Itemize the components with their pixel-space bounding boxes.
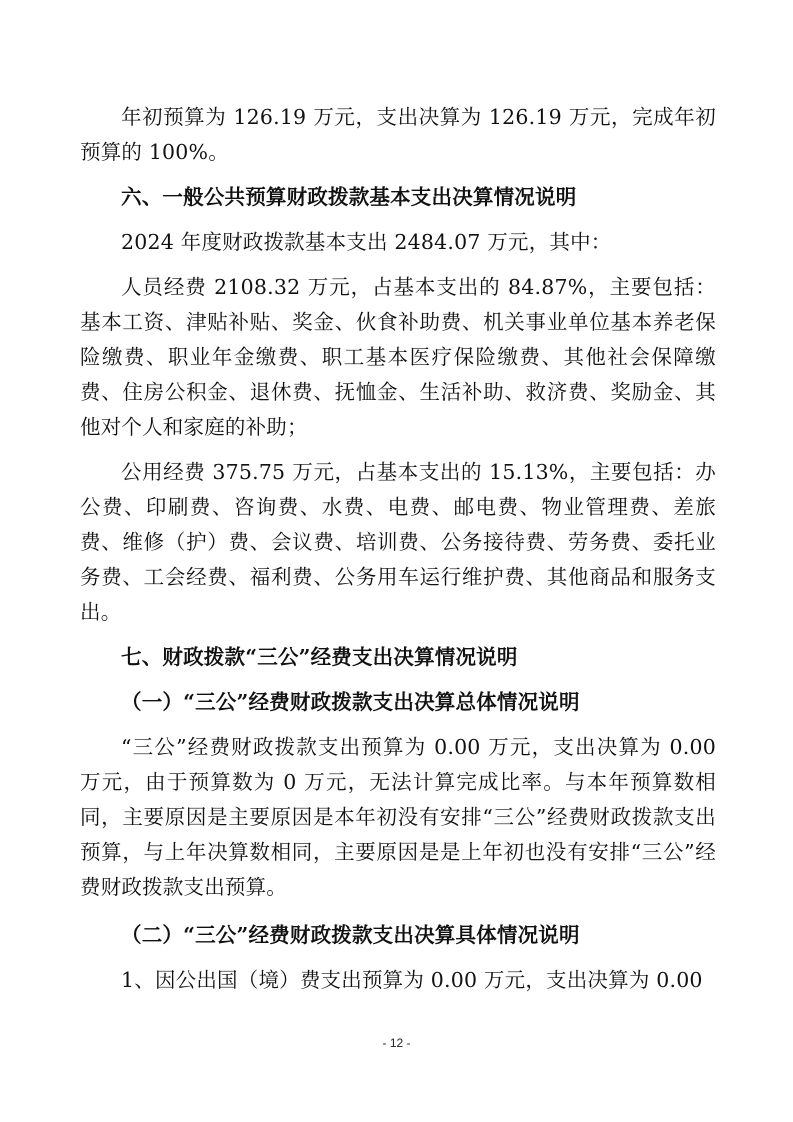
subsection-heading-7-1: （一）“三公”经费财政拨款支出决算总体情况说明 <box>121 690 580 714</box>
subsection-heading-7-2: （二）“三公”经费财政拨款支出决算具体情况说明 <box>121 923 580 947</box>
section-heading-7: 七、财政拨款“三公”经费支出决算情况说明 <box>121 645 518 669</box>
paragraph-budget-completion: 年初预算为 126.19 万元，支出决算为 126.19 万元，完成年初预算的 100%。 <box>80 105 716 164</box>
section-heading-6: 六、一般公共预算财政拨款基本支出决算情况说明 <box>121 185 577 209</box>
paragraph-three-public-overview: “三公”经费财政拨款支出预算为 0.00 万元，支出决算为 0.00 万元，由于预算数为 0 万元，无法计算完成比率。与本年预算数相同，主要原因是主要原因是本年初没有安排“三公”经费财政拨款支出预算，与上年决算数相同，主要原因是是上年初也没有安排“三公”经费财政拨款支出预算。 <box>80 735 716 899</box>
page-number: - 12 - <box>382 1036 411 1050</box>
paragraph-personnel-expense: 人员经费 2108.32 万元，占基本支出的 84.87%，主要包括：基本工资、津贴补贴、奖金、伙食补助费、机关事业单位基本养老保险缴费、职业年金缴费、职工基本医疗保险缴费、其他社会保障缴费、住房公积金、退休费、抚恤金、生活补助、救济费、奖励金、其他对个人和家庭的补助； <box>80 275 716 439</box>
document-page <box>80 100 716 998</box>
paragraph-public-expense: 公用经费 375.75 万元，占基本支出的 15.13%，主要包括：办公费、印刷费、咨询费、水费、电费、邮电费、物业管理费、差旅费、维修（护）费、会议费、培训费、公务接待费、劳务费、委托业务费、工会经费、福利费、公务用车运行维护费、其他商品和服务支出。 <box>80 460 716 624</box>
paragraph-basic-expenditure: 2024 年度财政拨款基本支出 2484.07 万元，其中： <box>121 230 612 254</box>
paragraph-overseas-travel: 1、因公出国（境）费支出预算为 0.00 万元，支出决算为 0.00 <box>121 968 703 992</box>
